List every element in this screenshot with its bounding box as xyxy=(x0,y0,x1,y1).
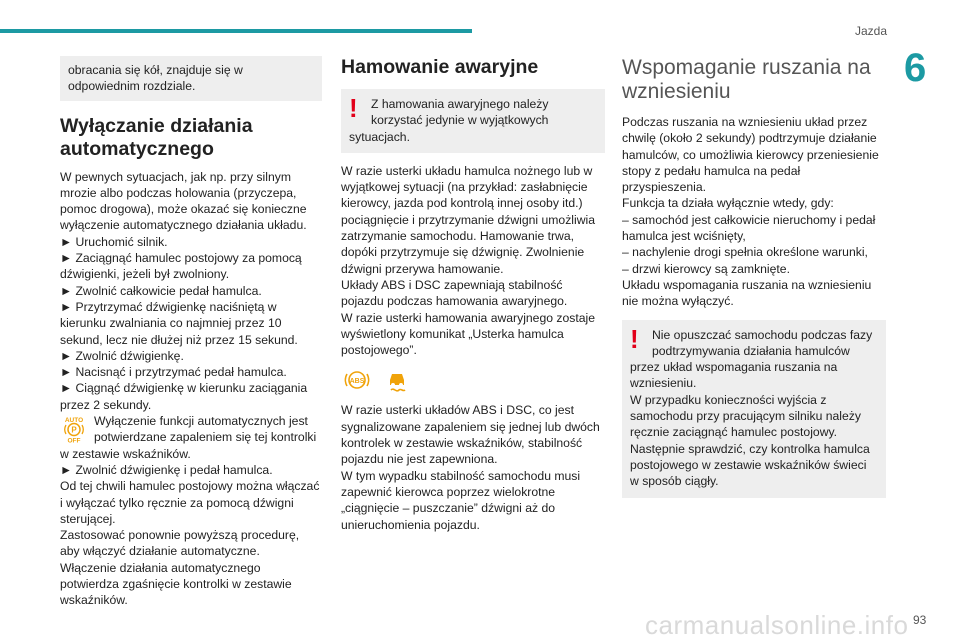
off-label: OFF xyxy=(67,437,81,444)
warning-text: Nie opuszczać samochodu podczas fazy podtrzymywania działania hamulców przez układ wspomagania ruszania na wzniesieniu. xyxy=(630,327,873,391)
paragraph: Od tej chwili hamulec postojowy można włączać i wyłączać tylko ręcznie za pomocą dźwigni sterującej. xyxy=(60,479,320,526)
step: ► Zaciągnąć hamulec postojowy za pomocą dźwigienki, jeżeli był zwolniony. xyxy=(60,251,302,282)
svg-text:P: P xyxy=(71,425,77,435)
auto-label: AUTO xyxy=(64,417,84,425)
warning-text: Następnie sprawdzić, czy kontrolka hamulca postojowego w zestawie wskaźników świeci w sposób ciągły. xyxy=(630,441,870,489)
intro-text: obracania się kół, znajduje się w odpowiednim rozdziale. xyxy=(68,63,243,94)
warning-text: Z hamowania awaryjnego należy korzystać jedynie w wyjątkowych sytuacjach. xyxy=(349,97,549,144)
step: ► Zwolnić dźwigienkę. xyxy=(60,348,184,363)
paragraph: W razie usterki układu hamulca nożnego lub w wyjątkowej sytuacji (na przykład: zasłabnięcie kierowcy, jazda pod kontrolą innej osoby itd.) pociągnięcie i przytrzymanie dźwigni umożliwia zatrzymanie samochodu. Hamowanie trwa, dopóki przytrzymuje się dźwignię. Zwolnienie dźwigni przerywa hamowanie. xyxy=(341,163,596,276)
step: ► Zwolnić dźwigienkę i pedał hamulca. xyxy=(60,462,273,477)
dsc-icon xyxy=(383,366,411,394)
intro-box xyxy=(60,56,322,101)
paragraph: Włączenie działania automatycznego potwierdza zgaśnięcie kontrolki w zestawie wskaźników. xyxy=(60,560,292,608)
page-number: 93 xyxy=(913,613,927,627)
list-item: – nachylenie drogi spełnia określone warunki, xyxy=(622,245,868,260)
chapter-number: 6 xyxy=(904,46,927,90)
abs-icon xyxy=(343,366,371,394)
section-heading: Hamowanie awaryjne xyxy=(341,56,539,78)
step: ► Ciągnąć dźwigienkę w kierunku zaciągania przez 2 sekundy. xyxy=(60,381,308,412)
section-title: Jazda xyxy=(855,24,888,38)
warning-box xyxy=(622,320,886,498)
step: ► Zwolnić całkowicie pedał hamulca. xyxy=(60,283,262,298)
warning-text: W przypadku konieczności wyjścia z samochodu przy pracującym silniku należy ręcznie zaciągnąć hamulec postojowy. xyxy=(630,392,861,440)
warning-icon: ! xyxy=(630,323,639,354)
column-2 xyxy=(341,56,605,533)
watermark: carmanualsonline.info xyxy=(645,610,909,640)
warning-icon: ! xyxy=(349,93,358,123)
column-3 xyxy=(622,56,886,498)
paragraph: W pewnych sytuacjach, jak np. przy silnym mrozie albo podczas holowania (przyczepa, pomoc drogowa), może okazać się konieczne wyłączenie automatycznego działania układu. xyxy=(60,169,307,233)
paragraph: Zastosować ponownie powyższą procedurę, aby włączyć działanie automatyczne. xyxy=(60,528,300,559)
column-1 xyxy=(60,56,322,609)
paragraph: W razie usterki hamowania awaryjnego zostaje wyświetlony komunikat „Usterka hamulca postojowego”. xyxy=(341,310,596,358)
indicator-icons xyxy=(343,366,605,394)
abs-label: ABS xyxy=(349,378,365,386)
parking-brake-auto-off-icon xyxy=(60,415,88,443)
paragraph: Układy ABS i DSC zapewniają stabilność pojazdu podczas hamowania awaryjnego. xyxy=(341,277,568,309)
paragraph: Funkcja ta działa wyłącznie wtedy, gdy: xyxy=(622,196,834,211)
section-heading: Wspomaganie ruszania na wzniesieniu xyxy=(622,56,871,103)
icon-note-text: Wyłączenie funkcji automatycznych jest potwierdzane zapaleniem się tej kontrolki w zestawie wskaźników. xyxy=(60,414,317,461)
step: ► Uruchomić silnik. xyxy=(60,234,168,249)
header-accent-bar xyxy=(0,29,472,33)
paragraph: Układu wspomagania ruszania na wzniesieniu nie można wyłączyć. xyxy=(622,277,872,309)
step: ► Przytrzymać dźwigienkę naciśniętą w kierunku zwalniania co najmniej przez 10 sekund, lecz nie dłużej niż przez 15 sekund. xyxy=(60,299,298,347)
section-heading: Wyłączanie działania automatycznego xyxy=(60,114,253,160)
step: ► Nacisnąć i przytrzymać pedał hamulca. xyxy=(60,365,287,380)
paragraph: W tym wypadku stabilność samochodu musi zapewnić kierowca poprzez wielokrotne „ciągnięcie – puszczanie” dźwigni aż do unieruchomienia pojazdu. xyxy=(341,468,581,532)
paragraph: Podczas ruszania na wzniesieniu układ przez chwilę (około 2 sekundy) podtrzymuje działanie hamulców, co umożliwia kierowcy przeniesienie stopy z pedału hamulca na pedał przyspieszenia. xyxy=(622,115,879,195)
list-item: – samochód jest całkowicie nieruchomy i pedał hamulca jest wciśnięty, xyxy=(622,212,876,244)
warning-box xyxy=(341,89,605,153)
icon-note xyxy=(60,413,322,462)
list-item: – drzwi kierowcy są zamknięte. xyxy=(622,261,790,276)
paragraph: W razie usterki układów ABS i DSC, co jest sygnalizowane zapaleniem się jednej lub dwóch kontrolek w zestawie wskaźników, stabilność pojazdu nie jest zapewniona. xyxy=(341,403,600,467)
